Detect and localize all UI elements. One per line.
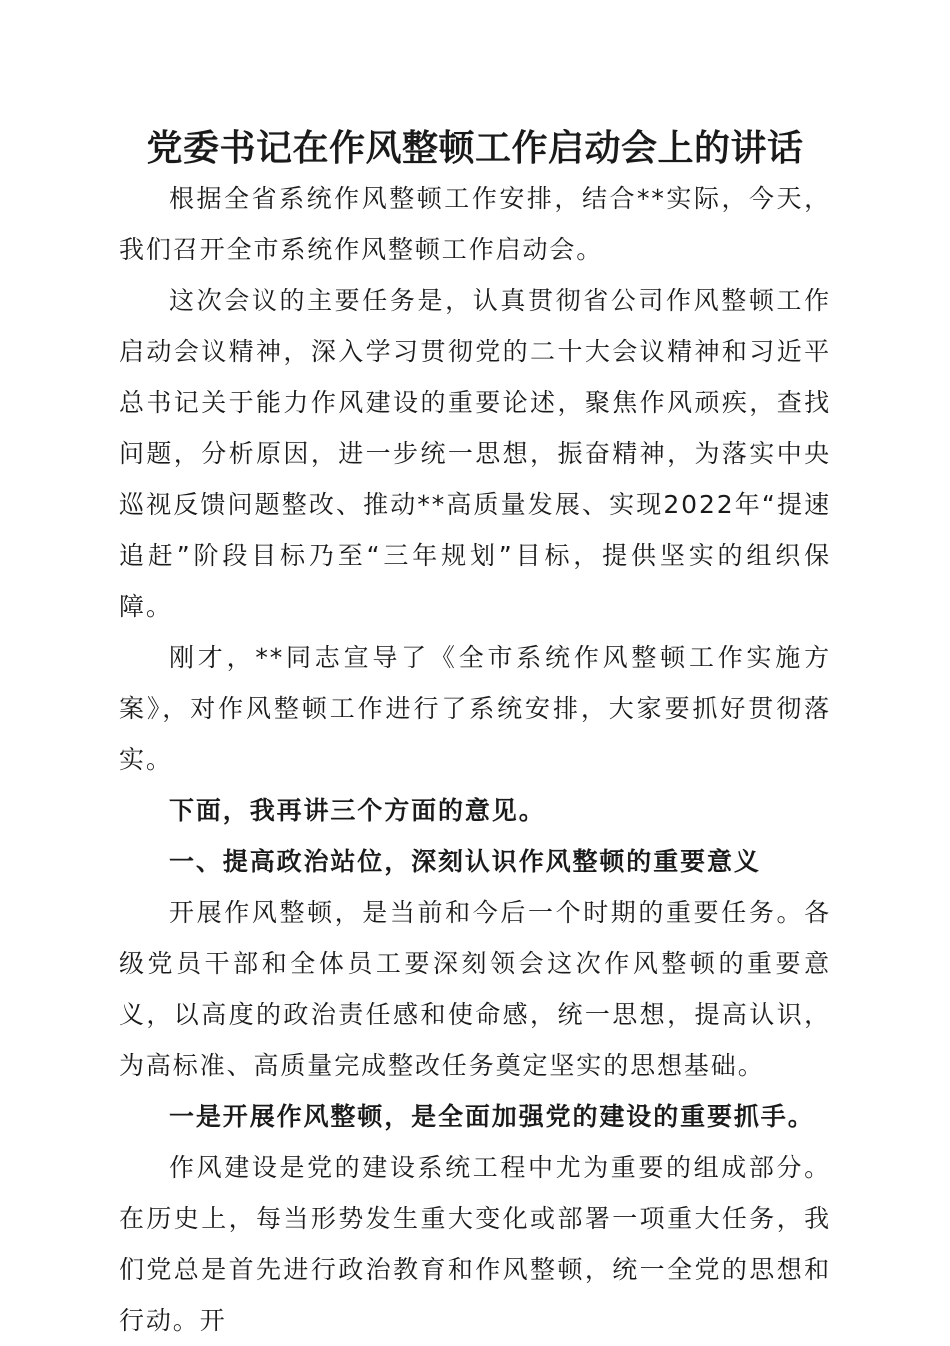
document-title: 党委书记在作风整顿工作启动会上的讲话	[146, 127, 804, 169]
paragraph-implementation-plan: 刚才，**同志宣导了《全市系统作风整顿工作实施方案》，对作风整顿工作进行了系统安排，大家要抓好贯彻落实。	[119, 643, 831, 774]
paragraph-importance: 开展作风整顿，是当前和今后一个时期的重要任务。各级党员干部和全体员工要深刻领会这次作风整顿的重要意义，以高度的政治责任感和使命感，统一思想，提高认识，为高标准、高质量完成整改任务奠定坚实的思想基础。	[119, 898, 831, 1080]
paragraph-meeting-tasks: 这次会议的主要任务是，认真贯彻省公司作风整顿工作启动会议精神，深入学习贯彻党的二十大会议精神和习近平总书记关于能力作风建设的重要论述，聚焦作风顽疾，查找问题，分析原因，进一步统一思想，振奋精神，为落实中央巡视反馈问题整改、推动**高质量发展、实现2022年“提速追赶”阶段目标乃至“三年规划”目标，提供坚实的组织保障。	[119, 286, 831, 621]
paragraph-intro: 根据全省系统作风整顿工作安排，结合**实际，今天，我们召开全市系统作风整顿工作启动会。	[119, 184, 831, 264]
paragraph-party-building: 作风建设是党的建设系统工程中尤为重要的组成部分。在历史上，每当形势发生重大变化或部署一项重大任务，我们党总是首先进行政治教育和作风整顿，统一全党的思想和行动。开	[119, 1153, 831, 1335]
section-heading-one: 一、提高政治站位，深刻认识作风整顿的重要意义	[169, 847, 761, 876]
document-body	[119, 173, 831, 1346]
paragraph-three-opinions: 下面，我再讲三个方面的意见。	[169, 796, 546, 825]
subheading-first-point: 一是开展作风整顿，是全面加强党的建设的重要抓手。	[169, 1102, 815, 1131]
